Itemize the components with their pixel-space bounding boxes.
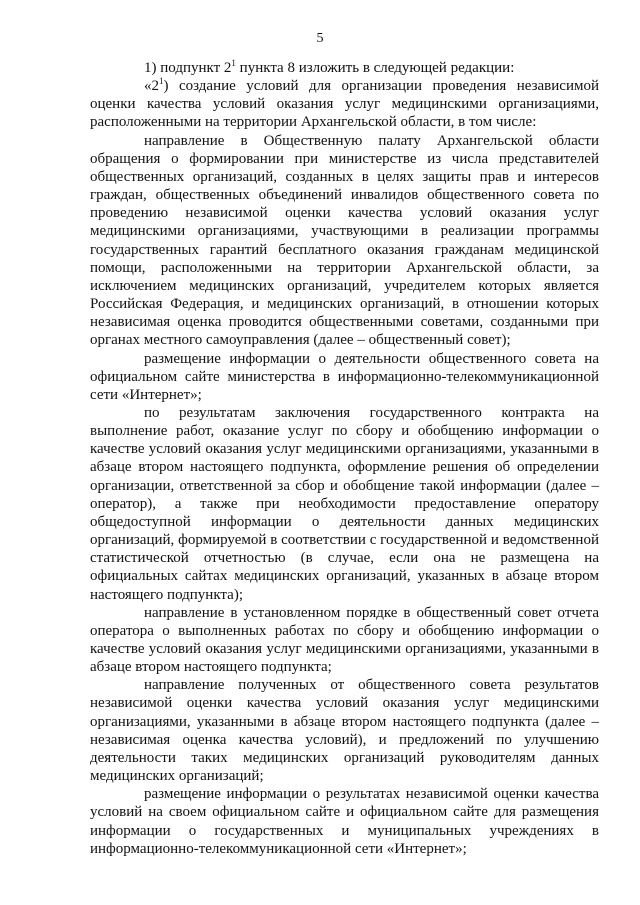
- page-number: 5: [316, 31, 324, 46]
- paragraph-text: ) создание условий для организации проведения независимой оценки качества условий оказания услуг медицинскими организациями, расположенными на территории Архангельской области, в том числе:: [90, 78, 599, 131]
- paragraph-item-1: [90, 59, 599, 77]
- paragraph-text: пункта 8 изложить в следующей редакции:: [235, 60, 515, 76]
- superscript: 1: [159, 76, 164, 87]
- paragraph-item-2: [90, 77, 599, 131]
- paragraph-text: «2: [144, 78, 159, 95]
- paragraph-council-info: размещение информации о деятельности общественного совета на официальном сайте министерства в информационно-телекоммуникационной сети «Интернет»;: [90, 350, 599, 403]
- document-body: [90, 59, 599, 858]
- paragraph-public-chamber: направление в Общественную палату Архангельской области обращения о формировании при министерстве из числа представителей общественных организаций, созданных в целях защиты прав и интересов граждан, общественных объединений инвалидов общественного совета по проведению независимой оценки качества условий оказания услуг медицинскими организациями, участвующими в реализации программы государственных гарантий бесплатного оказания гражданам медицинской помощи, расположенными на территории Архангельской области, за исключением медицинских организаций, учредителем которых является Российская Федерация, и медицинских организаций, в отношении которых независимая оценка проводится общественными советами, созданными при органах местного самоуправления (далее – общественный совет);: [90, 132, 599, 349]
- paragraph-results-publication: размещение информации о результатах независимой оценки качества условий на своем официальном сайте и официальном сайте для размещения информации о государственных и муниципальных учреждениях в информационно-телекоммуникационной сети «Интернет»;: [90, 786, 599, 857]
- superscript: 1: [231, 58, 236, 68]
- paragraph-results-direction: направление полученных от общественного совета результатов независимой оценки качества условий оказания услуг медицинскими организациями, указанными в абзаце втором настоящего подпункта (далее – независимая оценка качества условий), и предложений по улучшению деятельности таких медицинских организаций руководителям данных медицинских организаций;: [90, 677, 599, 785]
- paragraph-operator-contract: по результатам заключения государственного контракта на выполнение работ, оказание услуг по сбору и обобщению информации о качестве условий оказания услуг медицинскими организациями, указанными в абзаце втором настоящего подпункта, оформление решения об определении организации, ответственной за сбор и обобщение такой информации (далее – оператор), а также при необходимости предоставление оператору общедоступной информации о деятельности данных медицинских организаций, формируемой в соответствии с государственной и ведомственной статистической отчетностью (в случае, если она не размещена на официальных сайтах медицинских организаций, указанных в абзаце втором настоящего подпункта);: [90, 404, 599, 603]
- paragraph-text: 1) подпункт 2: [144, 60, 232, 76]
- paragraph-operator-report: направление в установленном порядке в общественный совет отчета оператора о выполненных работах по сбору и обобщению информации о качестве условий оказания услуг медицинскими организациями, указанными в абзаце втором настоящего подпункта;: [90, 604, 599, 676]
